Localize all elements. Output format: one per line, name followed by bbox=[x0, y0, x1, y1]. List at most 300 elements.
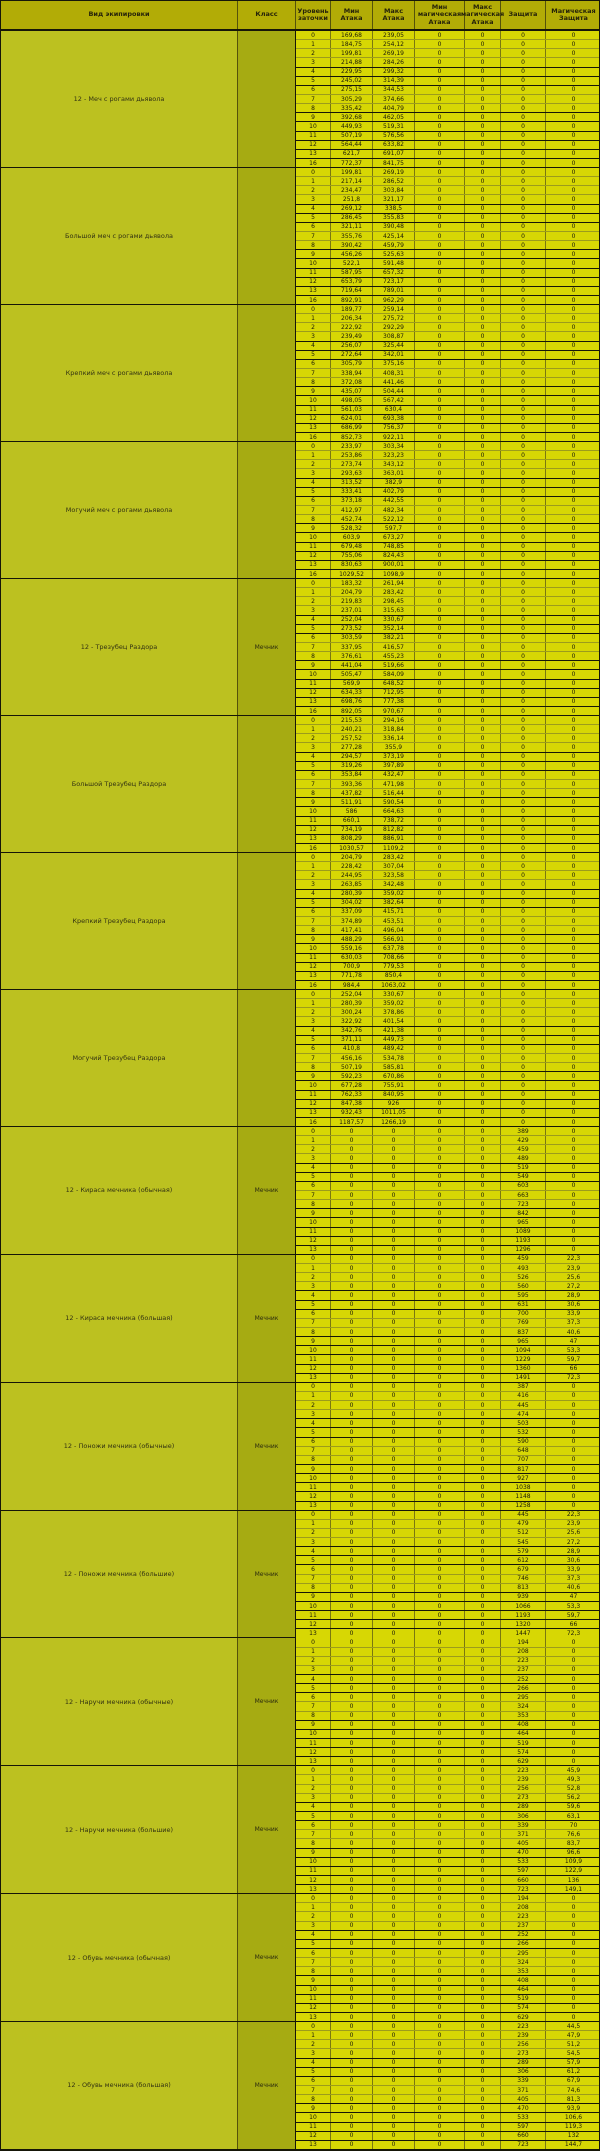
min-magic-attack-cell: 0 bbox=[415, 1538, 465, 1546]
defense-cell: 707 bbox=[501, 1456, 546, 1464]
enchant-level-cell: 13 bbox=[296, 424, 331, 432]
min-attack-cell: 410,8 bbox=[331, 1045, 373, 1053]
min-attack-cell: 0 bbox=[331, 1739, 373, 1747]
defense-cell: 0 bbox=[501, 296, 546, 304]
defense-cell: 0 bbox=[501, 195, 546, 203]
enchant-level-cell: 10 bbox=[296, 1986, 331, 1994]
item-name-cell: Могучий Трезубец Раздора bbox=[1, 990, 238, 1126]
enchant-level-cell: 7 bbox=[296, 1575, 331, 1583]
defense-cell: 0 bbox=[501, 1109, 546, 1117]
min-magic-attack-cell: 0 bbox=[415, 132, 465, 140]
defense-cell: 0 bbox=[501, 853, 546, 861]
enchant-level-cell: 1 bbox=[296, 1903, 331, 1911]
max-attack-cell: 585,81 bbox=[373, 1063, 415, 1071]
magic-defense-cell: 0 bbox=[546, 40, 600, 48]
data-row bbox=[296, 625, 599, 634]
table-header-row bbox=[1, 1, 599, 31]
max-attack-cell: 0 bbox=[373, 1428, 415, 1436]
max-attack-cell: 0 bbox=[373, 1538, 415, 1546]
enchant-level-cell: 1 bbox=[296, 999, 331, 1007]
enchant-level-cell: 1 bbox=[296, 862, 331, 870]
defense-cell: 353 bbox=[501, 1967, 546, 1975]
max-magic-attack-cell: 0 bbox=[465, 342, 501, 350]
item-section bbox=[1, 1511, 599, 1639]
min-magic-attack-cell: 0 bbox=[415, 1931, 465, 1939]
max-attack-cell: 0 bbox=[373, 1858, 415, 1866]
min-magic-attack-cell: 0 bbox=[415, 1666, 465, 1674]
enchant-level-cell: 3 bbox=[296, 1282, 331, 1290]
max-magic-attack-cell: 0 bbox=[465, 40, 501, 48]
min-attack-cell: 0 bbox=[331, 1529, 373, 1537]
max-magic-attack-cell: 0 bbox=[465, 1785, 501, 1793]
enchant-level-cell: 7 bbox=[296, 1191, 331, 1199]
max-magic-attack-cell: 0 bbox=[465, 1100, 501, 1108]
max-attack-cell: 0 bbox=[373, 1310, 415, 1318]
enchant-level-cell: 13 bbox=[296, 2013, 331, 2021]
data-row bbox=[296, 1949, 599, 1958]
data-row bbox=[296, 332, 599, 341]
enchant-level-cell: 7 bbox=[296, 1958, 331, 1966]
enchant-level-cell: 5 bbox=[296, 1556, 331, 1564]
magic-defense-cell: 0 bbox=[546, 725, 600, 733]
max-magic-attack-cell: 0 bbox=[465, 944, 501, 952]
magic-defense-cell: 0 bbox=[546, 104, 600, 112]
min-attack-cell: 755,06 bbox=[331, 552, 373, 560]
enchant-level-cell: 6 bbox=[296, 771, 331, 779]
min-attack-cell: 686,99 bbox=[331, 424, 373, 432]
data-row bbox=[296, 944, 599, 953]
defense-cell: 0 bbox=[501, 762, 546, 770]
magic-defense-cell: 0 bbox=[546, 1438, 600, 1446]
data-row bbox=[296, 58, 599, 67]
max-attack-cell: 375,16 bbox=[373, 360, 415, 368]
max-magic-attack-cell: 0 bbox=[465, 926, 501, 934]
data-row bbox=[296, 1182, 599, 1191]
max-magic-attack-cell: 0 bbox=[465, 1986, 501, 1994]
min-attack-cell: 0 bbox=[331, 1355, 373, 1363]
magic-defense-cell: 0 bbox=[546, 844, 600, 852]
max-magic-attack-cell: 0 bbox=[465, 917, 501, 925]
enchant-level-cell: 12 bbox=[296, 1492, 331, 1500]
data-row bbox=[296, 798, 599, 807]
max-magic-attack-cell: 0 bbox=[465, 1337, 501, 1345]
header-cell-max-magic-attack: Макс магическая Атака bbox=[465, 1, 501, 29]
magic-defense-cell: 0 bbox=[546, 670, 600, 678]
min-magic-attack-cell: 0 bbox=[415, 643, 465, 651]
max-attack-cell: 1063,02 bbox=[373, 981, 415, 989]
min-attack-cell: 294,57 bbox=[331, 753, 373, 761]
min-attack-cell: 892,05 bbox=[331, 707, 373, 715]
item-class-cell: Мечник bbox=[238, 1638, 296, 1765]
max-attack-cell: 0 bbox=[373, 1319, 415, 1327]
min-attack-cell: 0 bbox=[331, 1492, 373, 1500]
enchant-level-cell: 12 bbox=[296, 2004, 331, 2012]
defense-cell: 324 bbox=[501, 1702, 546, 1710]
magic-defense-cell: 0 bbox=[546, 1036, 600, 1044]
defense-cell: 239 bbox=[501, 1775, 546, 1783]
min-magic-attack-cell: 0 bbox=[415, 634, 465, 642]
max-attack-cell: 0 bbox=[373, 1867, 415, 1875]
min-magic-attack-cell: 0 bbox=[415, 862, 465, 870]
min-magic-attack-cell: 0 bbox=[415, 1775, 465, 1783]
magic-defense-cell: 0 bbox=[546, 1237, 600, 1245]
magic-defense-cell: 119,3 bbox=[546, 2123, 600, 2131]
min-magic-attack-cell: 0 bbox=[415, 1593, 465, 1601]
max-attack-cell: 597,7 bbox=[373, 524, 415, 532]
max-attack-cell: 0 bbox=[373, 1273, 415, 1281]
header-cell-defense: Защита bbox=[501, 1, 546, 29]
magic-defense-cell: 0 bbox=[546, 826, 600, 834]
max-magic-attack-cell: 0 bbox=[465, 1428, 501, 1436]
min-magic-attack-cell: 0 bbox=[415, 351, 465, 359]
data-row bbox=[296, 1721, 599, 1730]
magic-defense-cell: 37,3 bbox=[546, 1575, 600, 1583]
max-attack-cell: 0 bbox=[373, 1154, 415, 1162]
magic-defense-cell: 0 bbox=[546, 296, 600, 304]
magic-defense-cell: 0 bbox=[546, 1666, 600, 1674]
magic-defense-cell: 0 bbox=[546, 871, 600, 879]
min-attack-cell: 184,75 bbox=[331, 40, 373, 48]
enchant-level-cell: 6 bbox=[296, 1438, 331, 1446]
defense-cell: 0 bbox=[501, 817, 546, 825]
min-magic-attack-cell: 0 bbox=[415, 2104, 465, 2112]
defense-cell: 0 bbox=[501, 232, 546, 240]
max-magic-attack-cell: 0 bbox=[465, 1346, 501, 1354]
max-magic-attack-cell: 0 bbox=[465, 1154, 501, 1162]
max-magic-attack-cell: 0 bbox=[465, 1794, 501, 1802]
max-magic-attack-cell: 0 bbox=[465, 2113, 501, 2121]
min-attack-cell: 456,26 bbox=[331, 250, 373, 258]
max-magic-attack-cell: 0 bbox=[465, 762, 501, 770]
data-row bbox=[296, 1054, 599, 1063]
defense-cell: 526 bbox=[501, 1273, 546, 1281]
defense-cell: 0 bbox=[501, 689, 546, 697]
defense-cell: 408 bbox=[501, 1721, 546, 1729]
min-attack-cell: 206,34 bbox=[331, 314, 373, 322]
min-magic-attack-cell: 0 bbox=[415, 1912, 465, 1920]
min-magic-attack-cell: 0 bbox=[415, 186, 465, 194]
max-magic-attack-cell: 0 bbox=[465, 86, 501, 94]
data-row bbox=[296, 278, 599, 287]
max-attack-cell: 0 bbox=[373, 2022, 415, 2030]
min-attack-cell: 587,95 bbox=[331, 269, 373, 277]
defense-cell: 0 bbox=[501, 561, 546, 569]
data-row bbox=[296, 515, 599, 524]
min-magic-attack-cell: 0 bbox=[415, 442, 465, 450]
max-magic-attack-cell: 0 bbox=[465, 871, 501, 879]
defense-cell: 0 bbox=[501, 743, 546, 751]
magic-defense-cell: 0 bbox=[546, 1739, 600, 1747]
min-magic-attack-cell: 0 bbox=[415, 150, 465, 158]
max-attack-cell: 299,32 bbox=[373, 68, 415, 76]
defense-cell: 723 bbox=[501, 1200, 546, 1208]
data-row bbox=[296, 579, 599, 588]
min-magic-attack-cell: 0 bbox=[415, 835, 465, 843]
max-attack-cell: 0 bbox=[373, 1739, 415, 1747]
max-magic-attack-cell: 0 bbox=[465, 1620, 501, 1628]
max-attack-cell: 0 bbox=[373, 1693, 415, 1701]
item-section bbox=[1, 1383, 599, 1511]
magic-defense-cell: 0 bbox=[546, 1218, 600, 1226]
max-attack-cell: 343,12 bbox=[373, 460, 415, 468]
enchant-level-cell: 4 bbox=[296, 2059, 331, 2067]
min-attack-cell: 0 bbox=[331, 2013, 373, 2021]
defense-cell: 0 bbox=[501, 406, 546, 414]
max-magic-attack-cell: 0 bbox=[465, 844, 501, 852]
max-attack-cell: 886,91 bbox=[373, 835, 415, 843]
enchant-level-cell: 16 bbox=[296, 570, 331, 578]
max-magic-attack-cell: 0 bbox=[465, 1173, 501, 1181]
data-row bbox=[296, 1830, 599, 1839]
item-name-cell: 12 - Меч с рогами дьявола bbox=[1, 31, 238, 167]
min-magic-attack-cell: 0 bbox=[415, 1209, 465, 1217]
min-magic-attack-cell: 0 bbox=[415, 1803, 465, 1811]
magic-defense-cell: 59,6 bbox=[546, 1803, 600, 1811]
min-attack-cell: 0 bbox=[331, 1912, 373, 1920]
magic-defense-cell: 0 bbox=[546, 2004, 600, 2012]
max-attack-cell: 0 bbox=[373, 1200, 415, 1208]
magic-defense-cell: 122,9 bbox=[546, 1867, 600, 1875]
max-attack-cell: 926 bbox=[373, 1100, 415, 1108]
data-row bbox=[296, 31, 599, 40]
magic-defense-cell: 59,7 bbox=[546, 1611, 600, 1619]
enchant-level-cell: 5 bbox=[296, 1301, 331, 1309]
min-attack-cell: 569,9 bbox=[331, 680, 373, 688]
defense-cell: 939 bbox=[501, 1593, 546, 1601]
defense-cell: 223 bbox=[501, 2022, 546, 2030]
magic-defense-cell: 0 bbox=[546, 1182, 600, 1190]
magic-defense-cell: 0 bbox=[546, 1748, 600, 1756]
data-row bbox=[296, 826, 599, 835]
enchant-level-cell: 7 bbox=[296, 232, 331, 240]
data-row bbox=[296, 1666, 599, 1675]
magic-defense-cell: 0 bbox=[546, 1712, 600, 1720]
min-magic-attack-cell: 0 bbox=[415, 1401, 465, 1409]
min-magic-attack-cell: 0 bbox=[415, 798, 465, 806]
min-attack-cell: 319,26 bbox=[331, 762, 373, 770]
min-attack-cell: 0 bbox=[331, 1264, 373, 1272]
defense-cell: 1360 bbox=[501, 1365, 546, 1373]
max-magic-attack-cell: 0 bbox=[465, 1648, 501, 1656]
min-attack-cell: 507,19 bbox=[331, 132, 373, 140]
data-row bbox=[296, 1821, 599, 1830]
min-attack-cell: 252,04 bbox=[331, 616, 373, 624]
magic-defense-cell: 0 bbox=[546, 342, 600, 350]
max-magic-attack-cell: 0 bbox=[465, 1127, 501, 1135]
enchant-level-cell: 2 bbox=[296, 1273, 331, 1281]
data-row bbox=[296, 1657, 599, 1666]
enchant-level-cell: 10 bbox=[296, 807, 331, 815]
section-rows bbox=[296, 1894, 599, 2021]
magic-defense-cell: 0 bbox=[546, 707, 600, 715]
max-attack-cell: 0 bbox=[373, 1876, 415, 1884]
min-magic-attack-cell: 0 bbox=[415, 2004, 465, 2012]
data-row bbox=[296, 2077, 599, 2086]
data-row bbox=[296, 2022, 599, 2031]
min-attack-cell: 0 bbox=[331, 1922, 373, 1930]
max-magic-attack-cell: 0 bbox=[465, 2059, 501, 2067]
min-magic-attack-cell: 0 bbox=[415, 670, 465, 678]
magic-defense-cell: 0 bbox=[546, 1072, 600, 1080]
min-attack-cell: 435,07 bbox=[331, 387, 373, 395]
min-magic-attack-cell: 0 bbox=[415, 1154, 465, 1162]
item-class-cell bbox=[238, 305, 296, 441]
magic-defense-cell: 0 bbox=[546, 49, 600, 57]
max-magic-attack-cell: 0 bbox=[465, 2022, 501, 2030]
min-magic-attack-cell: 0 bbox=[415, 1702, 465, 1710]
min-attack-cell: 228,42 bbox=[331, 862, 373, 870]
defense-cell: 0 bbox=[501, 369, 546, 377]
magic-defense-cell: 0 bbox=[546, 1465, 600, 1473]
magic-defense-cell: 106,6 bbox=[546, 2113, 600, 2121]
min-magic-attack-cell: 0 bbox=[415, 214, 465, 222]
max-magic-attack-cell: 0 bbox=[465, 1839, 501, 1847]
magic-defense-cell: 0 bbox=[546, 1474, 600, 1482]
min-attack-cell: 0 bbox=[331, 1182, 373, 1190]
magic-defense-cell: 0 bbox=[546, 1456, 600, 1464]
magic-defense-cell: 93,9 bbox=[546, 2104, 600, 2112]
defense-cell: 266 bbox=[501, 1940, 546, 1948]
min-attack-cell: 772,37 bbox=[331, 159, 373, 167]
enchant-level-cell: 10 bbox=[296, 1730, 331, 1738]
max-magic-attack-cell: 0 bbox=[465, 1291, 501, 1299]
enchant-level-cell: 10 bbox=[296, 122, 331, 130]
enchant-level-cell: 5 bbox=[296, 1812, 331, 1820]
defense-cell: 459 bbox=[501, 1255, 546, 1263]
data-row bbox=[296, 1803, 599, 1812]
min-magic-attack-cell: 0 bbox=[415, 332, 465, 340]
max-attack-cell: 0 bbox=[373, 1355, 415, 1363]
min-magic-attack-cell: 0 bbox=[415, 122, 465, 130]
magic-defense-cell: 0 bbox=[546, 1684, 600, 1692]
max-magic-attack-cell: 0 bbox=[465, 305, 501, 313]
max-attack-cell: 455,23 bbox=[373, 652, 415, 660]
min-attack-cell: 0 bbox=[331, 1730, 373, 1738]
data-row bbox=[296, 1072, 599, 1081]
enchant-level-cell: 10 bbox=[296, 944, 331, 952]
magic-defense-cell: 0 bbox=[546, 433, 600, 441]
data-row bbox=[296, 862, 599, 871]
enchant-level-cell: 16 bbox=[296, 296, 331, 304]
max-attack-cell: 0 bbox=[373, 1191, 415, 1199]
max-attack-cell: 0 bbox=[373, 1337, 415, 1345]
enchant-level-cell: 5 bbox=[296, 1684, 331, 1692]
min-magic-attack-cell: 0 bbox=[415, 1246, 465, 1254]
max-magic-attack-cell: 0 bbox=[465, 1017, 501, 1025]
magic-defense-cell: 23,9 bbox=[546, 1520, 600, 1528]
data-row bbox=[296, 1246, 599, 1254]
data-row bbox=[296, 1967, 599, 1976]
max-magic-attack-cell: 0 bbox=[465, 77, 501, 85]
max-attack-cell: 0 bbox=[373, 1940, 415, 1948]
max-magic-attack-cell: 0 bbox=[465, 1520, 501, 1528]
max-magic-attack-cell: 0 bbox=[465, 1976, 501, 1984]
min-attack-cell: 0 bbox=[331, 1757, 373, 1765]
data-row bbox=[296, 1109, 599, 1118]
min-attack-cell: 0 bbox=[331, 2040, 373, 2048]
min-attack-cell: 0 bbox=[331, 1255, 373, 1263]
min-attack-cell: 564,44 bbox=[331, 141, 373, 149]
data-row bbox=[296, 917, 599, 926]
min-attack-cell: 0 bbox=[331, 1794, 373, 1802]
magic-defense-cell: 0 bbox=[546, 935, 600, 943]
magic-defense-cell: 47 bbox=[546, 1337, 600, 1345]
max-attack-cell: 0 bbox=[373, 1593, 415, 1601]
max-magic-attack-cell: 0 bbox=[465, 1401, 501, 1409]
data-row bbox=[296, 552, 599, 561]
max-magic-attack-cell: 0 bbox=[465, 1091, 501, 1099]
enchant-level-cell: 9 bbox=[296, 524, 331, 532]
data-row bbox=[296, 1255, 599, 1264]
max-attack-cell: 0 bbox=[373, 1903, 415, 1911]
data-row bbox=[296, 698, 599, 707]
data-row bbox=[296, 479, 599, 488]
min-attack-cell: 304,02 bbox=[331, 899, 373, 907]
max-attack-cell: 970,67 bbox=[373, 707, 415, 715]
max-magic-attack-cell: 0 bbox=[465, 214, 501, 222]
magic-defense-cell: 0 bbox=[546, 305, 600, 313]
max-magic-attack-cell: 0 bbox=[465, 1310, 501, 1318]
item-class-cell bbox=[238, 168, 296, 304]
enchant-level-cell: 6 bbox=[296, 1182, 331, 1190]
magic-defense-cell: 0 bbox=[546, 278, 600, 286]
max-attack-cell: 261,94 bbox=[373, 579, 415, 587]
defense-cell: 0 bbox=[501, 862, 546, 870]
defense-cell: 1089 bbox=[501, 1228, 546, 1236]
max-magic-attack-cell: 0 bbox=[465, 278, 501, 286]
max-attack-cell: 504,44 bbox=[373, 387, 415, 395]
section-rows bbox=[296, 1127, 599, 1254]
max-magic-attack-cell: 0 bbox=[465, 1602, 501, 1610]
data-row bbox=[296, 981, 599, 989]
max-magic-attack-cell: 0 bbox=[465, 1228, 501, 1236]
max-attack-cell: 284,26 bbox=[373, 58, 415, 66]
min-magic-attack-cell: 0 bbox=[415, 2141, 465, 2149]
max-attack-cell: 307,04 bbox=[373, 862, 415, 870]
min-attack-cell: 0 bbox=[331, 1785, 373, 1793]
max-magic-attack-cell: 0 bbox=[465, 552, 501, 560]
min-attack-cell: 0 bbox=[331, 1502, 373, 1510]
max-magic-attack-cell: 0 bbox=[465, 241, 501, 249]
max-attack-cell: 382,64 bbox=[373, 899, 415, 907]
max-attack-cell: 693,38 bbox=[373, 415, 415, 423]
magic-defense-cell: 0 bbox=[546, 159, 600, 167]
max-magic-attack-cell: 0 bbox=[465, 141, 501, 149]
data-row bbox=[296, 871, 599, 880]
magic-defense-cell: 0 bbox=[546, 908, 600, 916]
min-magic-attack-cell: 0 bbox=[415, 2095, 465, 2103]
max-magic-attack-cell: 0 bbox=[465, 479, 501, 487]
magic-defense-cell: 0 bbox=[546, 1118, 600, 1126]
magic-defense-cell: 0 bbox=[546, 1657, 600, 1665]
magic-defense-cell: 0 bbox=[546, 990, 600, 998]
magic-defense-cell: 70 bbox=[546, 1821, 600, 1829]
data-row bbox=[296, 1766, 599, 1775]
min-attack-cell: 0 bbox=[331, 1903, 373, 1911]
min-attack-cell: 272,64 bbox=[331, 351, 373, 359]
max-magic-attack-cell: 0 bbox=[465, 195, 501, 203]
min-magic-attack-cell: 0 bbox=[415, 743, 465, 751]
min-attack-cell: 559,16 bbox=[331, 944, 373, 952]
magic-defense-cell: 0 bbox=[546, 1976, 600, 1984]
max-attack-cell: 723,17 bbox=[373, 278, 415, 286]
data-row bbox=[296, 296, 599, 304]
enchant-level-cell: 1 bbox=[296, 2031, 331, 2039]
min-magic-attack-cell: 0 bbox=[415, 880, 465, 888]
max-magic-attack-cell: 0 bbox=[465, 1109, 501, 1117]
min-magic-attack-cell: 0 bbox=[415, 469, 465, 477]
defense-cell: 0 bbox=[501, 990, 546, 998]
